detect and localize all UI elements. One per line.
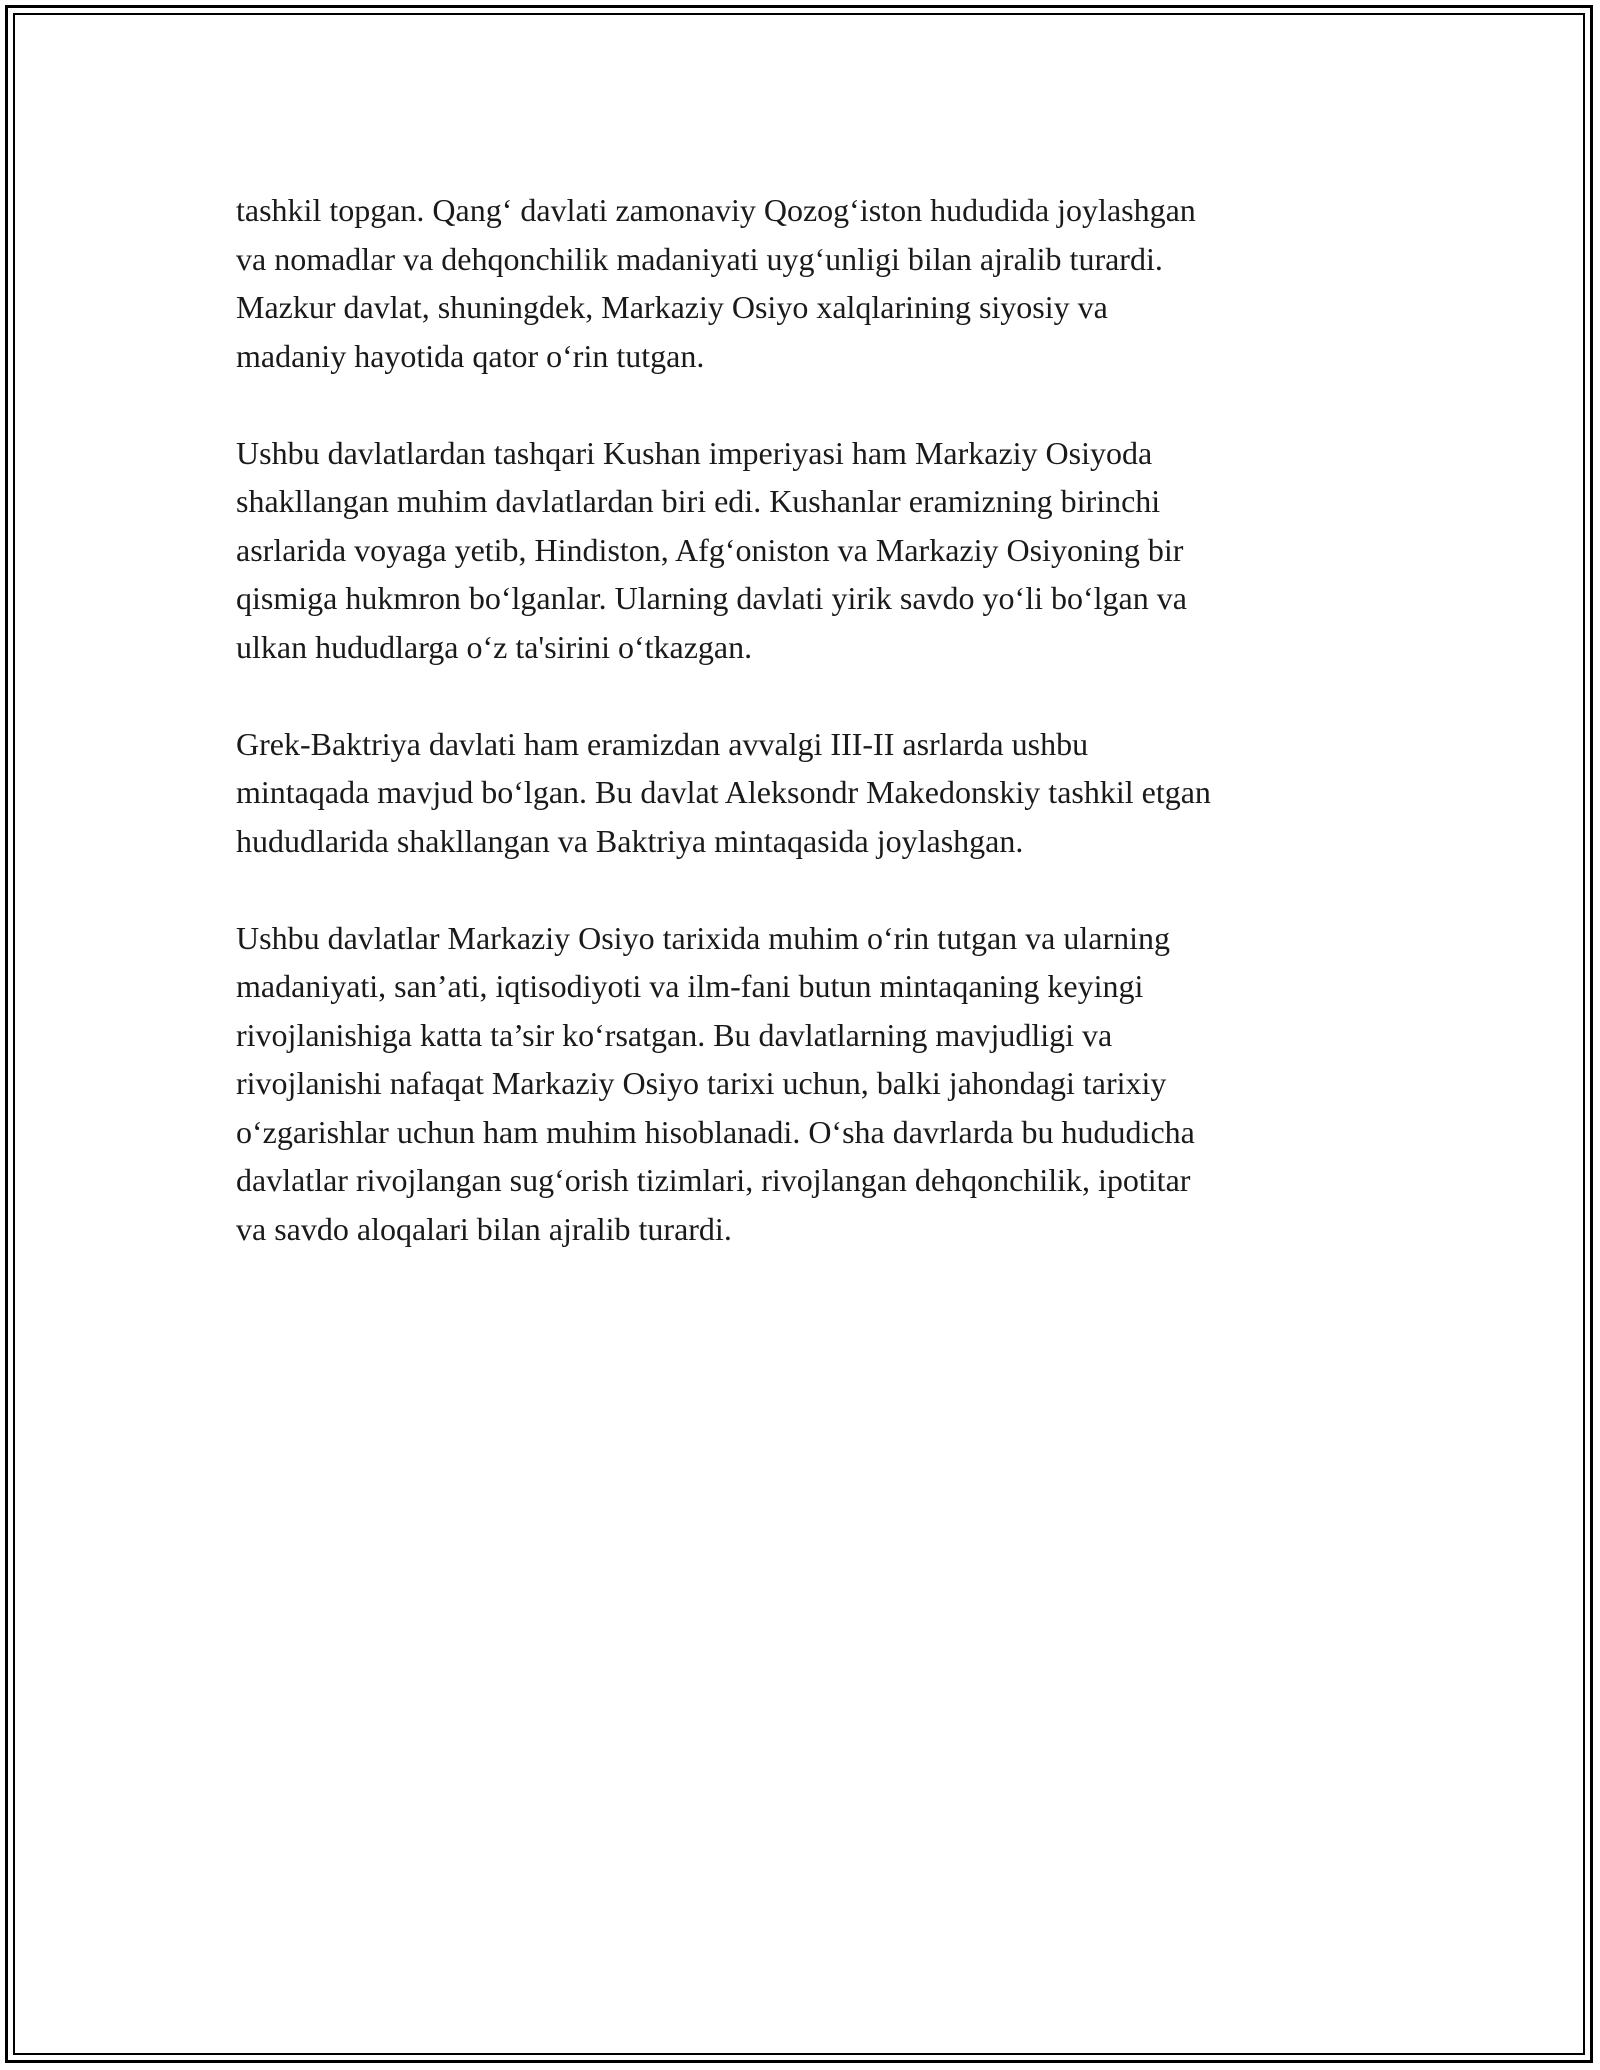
paragraph-kushan-empire: Ushbu davlatlardan tashqari Kushan imperiyasi ham Markaziy Osiyoda shakllangan muhim davlatlardan biri edi. Kushanlar eramizning birinchi asrlarida voyaga yetib, Hindiston, Afg‘oniston va Markaziy Osiyoning bir qismiga hukmron bo‘lganlar. Ularning davlati yirik savdo yo‘li bo‘lgan va ulkan hududlarga o‘z ta'sirini o‘tkazgan. bbox=[236, 434, 1187, 665]
paragraph-conclusion: Ushbu davlatlar Markaziy Osiyo tarixida muhim o‘rin tutgan va ularning madaniyati, san’ati, iqtisodiyoti va ilm-fani butun mintaqaning keyingi rivojlanishiga katta ta’sir ko‘rsatgan. Bu davlatlarning mavjudligi va rivojlanishi nafaqat Markaziy Osiyo tarixi uchun, balki jahondagi tarixiy o‘zgarishlar uchun ham muhim hisoblanadi. O‘sha davrlarda bu hududicha davlatlar rivojlangan sug‘orish tizimlari, rivojlangan dehqonchilik, ipotitar va savdo aloqalari bilan ajralib turardi. bbox=[236, 919, 1195, 1247]
document-body bbox=[236, 186, 1366, 1253]
paragraph-qang-state: tashkil topgan. Qang‘ davlati zamonaviy Qozog‘iston hududida joylashgan va nomadlar va dehqonchilik madaniyati uyg‘unligi bilan ajralib turardi. Mazkur davlat, shuningdek, Markaziy Osiyo xalqlarining siyosiy va madaniy hayotida qator o‘rin tutgan. bbox=[236, 192, 1196, 374]
paragraph-greco-bactria: Grek-Baktriya davlati ham eramizdan avvalgi III-II asrlarda ushbu mintaqada mavjud bo‘lgan. Bu davlat Aleksondr Makedonskiy tashkil etgan hududlarida shakllangan va Baktriya mintaqasida joylashgan. bbox=[236, 725, 1211, 859]
